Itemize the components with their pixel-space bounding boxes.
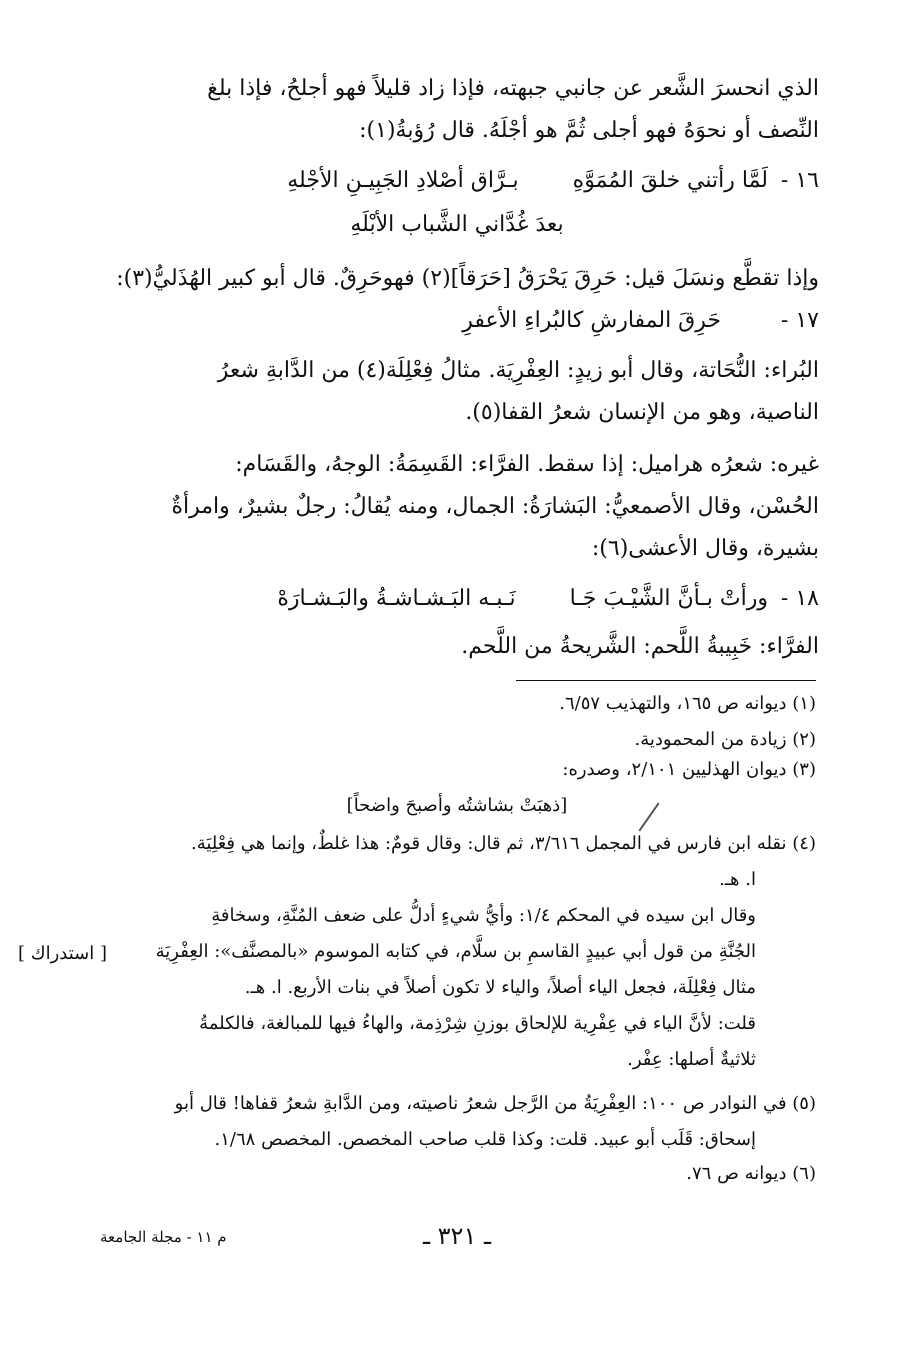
footnote-5: (٥) في النوادر ص ١٠٠: العِفْرِيَةُ من الرَّجل شعرُ ناصيته، ومن الدَّابةِ شعرُ قفاها! قال أبو: [174, 1093, 816, 1114]
verse-hemistich-second: نَـبـه البَـشـاشـةُ والبَـشـارَهْ: [277, 586, 516, 611]
verse-16-continuation: بعدَ غُدَّاني الشَّباب الأبْلَهِ: [350, 212, 564, 237]
footnote-3: (٣) ديوان الهذليين ٢/١٠١، وصدره:: [562, 759, 816, 780]
footnote-5-line: إسحاق: قَلَب أبو عبيد. قلت: وكذا قلب صاحب المخصص. المخصص ١/٦٨.: [214, 1129, 756, 1150]
footnote-4-line: ثلاثيةٌ أصلها: عِفْر.: [627, 1049, 756, 1070]
footnote-6: (٦) ديوانه ص ٧٦.: [686, 1163, 816, 1184]
paragraph-line: الناصية، وهو من الإنسان شعرُ القفا(٥).: [465, 400, 819, 425]
footnote-1: (١) ديوانه ص ١٦٥، والتهذيب ٦/٥٧.: [559, 693, 816, 714]
paragraph-line: البُراء: النُّحَاتة، وقال أبو زيدٍ: العِفْرِيَة. مثالُ فِعْلِلَة(٤) من الدَّابةِ شعرُ: [217, 358, 819, 383]
paragraph-line: الحُسْن، وقال الأصمعيُّ: البَشارَةُ: الجمال، ومنه يُقالُ: رجلٌ بشيرٌ، وامرأةٌ: [171, 494, 819, 519]
verse-18: [95, 582, 819, 616]
verse-number: ١٦ -: [780, 168, 819, 193]
margin-note-istidrak: [ استدراك ]: [18, 943, 107, 964]
journal-signature: م ١١ - مجلة الجامعة: [100, 1228, 227, 1246]
footnote-4: (٤) نقله ابن فارس في المجمل ٣/٦١٦، ثم قال: وقال قومٌ: هذا غلطٌ، وإنما هي فِعْلِيَة.: [190, 833, 816, 854]
footnote-4-line: الجُنَّةِ من قول أبي عبيدٍ القاسمِ بن سلَّام، في كتابه الموسوم «بالمصنَّف»: العِفْرِيَة: [155, 941, 756, 962]
verse-text: حَرِقَ المفارشِ كالبُراءِ الأعفرِ: [462, 308, 721, 333]
verse-hemistich-first: ورأتْ بـأنَّ الشَّيْـبَ جَـا: [569, 586, 768, 611]
verse-number: ١٨ -: [780, 586, 819, 611]
footnote-4-line: ا. هـ.: [719, 869, 756, 890]
footnote-4-line: مثال فِعْلِلَة، فجعل الياء أصلاً، والياء لا تكون أصلاً في بنات الأربع. ا. هـ.: [244, 977, 756, 998]
footnote-separator: [516, 680, 816, 681]
footnote-4-line: وقال ابن سيده في المحكم ١/٤: وأيُّ شيءٍ أدلُّ على ضعف المُنَّةِ، وسخافةِ: [211, 905, 756, 926]
footnote-3-verse: [ذهبَتْ بشاشتُه وأصبحَ واضحاً]: [346, 795, 568, 816]
paragraph-line: وإذا تقطَّع ونسَلَ قيل: حَرِقَ يَحْرَقُ [حَرَقاً](٢) فهوحَرِقٌ. قال أبو كبير الهُذَليُّ(٣):: [116, 266, 819, 291]
verse-hemistich-first: لَمَّا رأتني خلقَ المُمَوَّهِ: [572, 168, 768, 193]
paragraph-line: الفرَّاء: خَبِيبةُ اللَّحم: الشَّريحةُ من اللَّحم.: [461, 634, 819, 659]
paragraph-line: النِّصف أو نحوَهُ فهو أجلى ثُمَّ هو أجْلَهُ. قال رُؤبةُ(١):: [359, 118, 819, 143]
paragraph-line: بشيرة، وقال الأعشى(٦):: [591, 536, 819, 561]
verse-hemistich-second: بـرَّاق أصْلادِ الجَبِيـنِ الأجْلهِ: [287, 168, 519, 193]
verse-16: [95, 164, 819, 198]
verse-number: ١٧ -: [780, 308, 819, 333]
footnote-2: (٢) زيادة من المحمودية.: [634, 729, 816, 750]
verse-17: [95, 304, 819, 338]
paragraph-line: غيره: شعرُه هراميل: إذا سقط. الفرَّاء: القَسِمَةُ: الوجهُ، والقَسَام:: [235, 452, 819, 477]
page-number: ـ ٣٢١ ـ: [422, 1222, 491, 1250]
paragraph-line: الذي انحسرَ الشَّعر عن جانبي جبهته، فإذا زاد قليلاً فهو أجلحُ، فإذا بلغ: [207, 76, 819, 101]
footnote-4-line: قلت: لأنَّ الياء في عِفْرِية للإلحاق بوزنِ شِرْذِمة، والهاءُ فيها للمبالغة، فالكلمةُ: [199, 1013, 756, 1034]
